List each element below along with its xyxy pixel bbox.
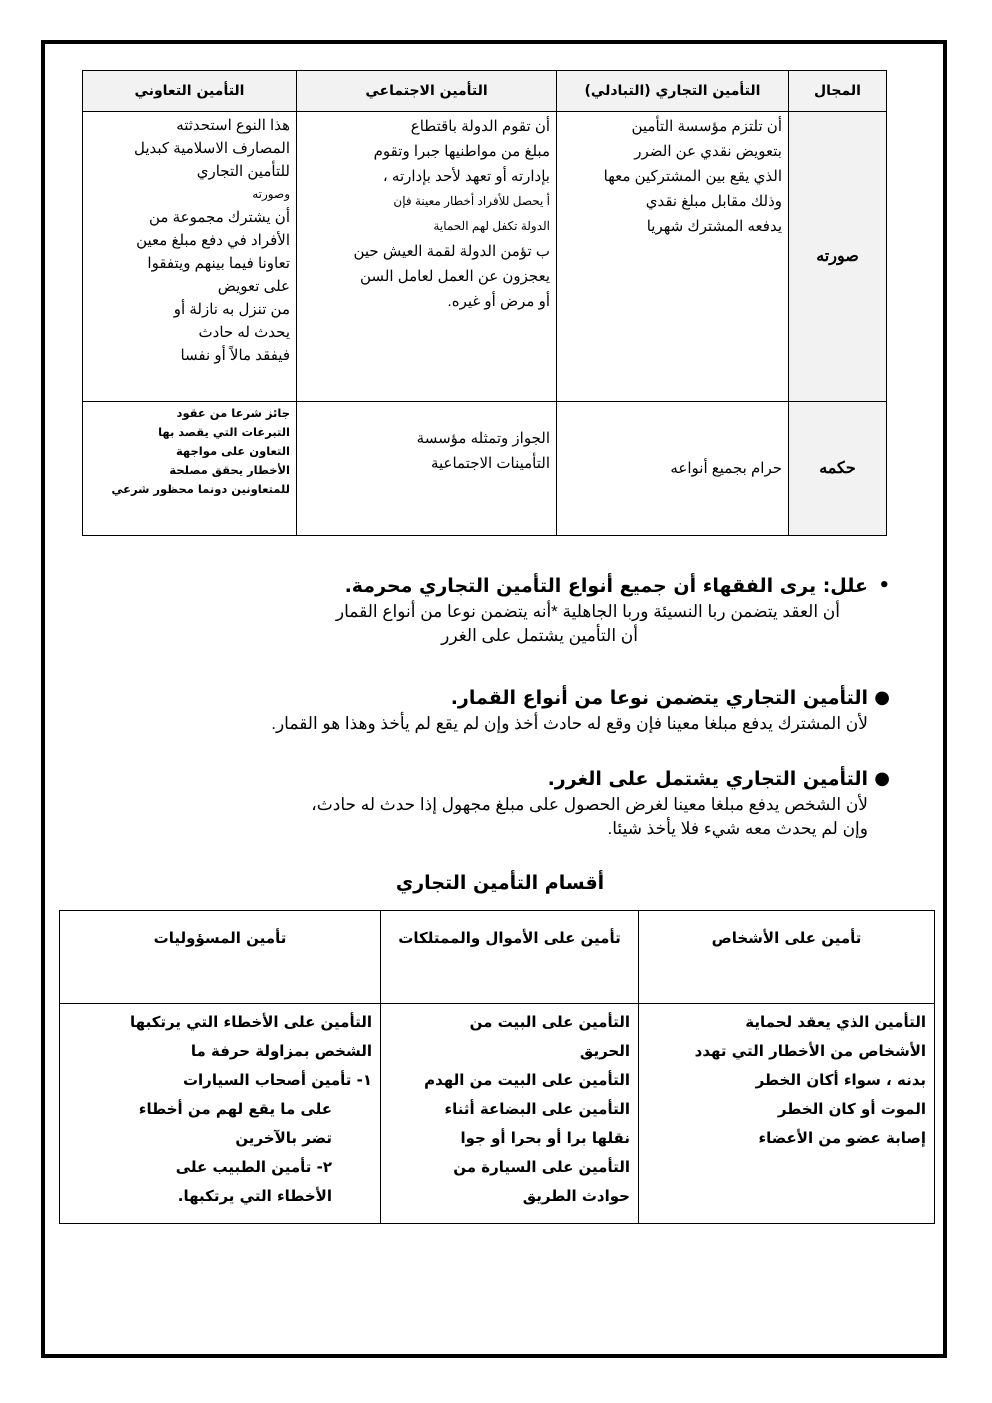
text-line: التأمينات الاجتماعية [430,455,550,472]
text-line: التأمين على الأخطاء التي يرتكبها [130,1013,372,1031]
text-line: يعجزون عن العمل لعامل السن [360,268,550,285]
text-line: المصارف الاسلامية كبديل [133,140,290,157]
ruling-social-cell [297,402,557,536]
bullet-icon: ● [874,687,890,708]
form-cooperative-cell [83,112,297,402]
section-title: أقسام التأمين التجاري [395,872,605,894]
header-cooperative: التأمين التعاوني [83,71,297,112]
text-line: الجواز وتمثله مؤسسة [416,430,550,447]
text-line: وذلك مقابل مبلغ نقدي [645,193,782,210]
text-line: الأفراد في دفع مبلغ معين [136,232,290,249]
text-line: الدولة تكفل لهم الحماية [433,219,550,233]
bullet-text: وإن لم يحدث معه شيء فلا يأخذ شيئا. [607,819,868,838]
header-commercial: التأمين التجاري (التبادلي) [557,71,789,112]
text-line: الذي يقع بين المشتركين معها [603,168,782,185]
table-row-ruling [83,402,887,536]
text-line: مبلغ من مواطنيها جبرا وتقوم [373,143,550,160]
text-line: نقلها برا أو بحرا أو جوا [460,1129,630,1147]
text-line: فيفقد مالاً أو نفسا [180,347,290,364]
text-line: التبرعات التي يقصد بها [158,425,290,439]
text-line: من تنزل به نازلة أو [173,301,290,318]
text-line: أن تلتزم مؤسسة التأمين [631,118,782,135]
text-line: يدفعه المشترك شهريا [646,218,782,235]
text-line: الأخطار يحقق مصلحة [169,463,290,477]
bullet-title: التأمين التجاري يتضمن نوعا من أنواع القمار. [450,687,868,709]
text-line: للمتعاونين دونما محظور شرعي [111,482,290,496]
text-line: وصورته [252,187,290,201]
text-line: إصابة عضو من الأعضاء [758,1129,926,1147]
bullet-title: التأمين التجاري يشتمل على الغرر. [547,768,868,790]
bullet-gambling [90,684,890,736]
form-social-cell [297,112,557,402]
ruling-commercial-cell: حرام بجميع أنواعه [557,402,789,536]
text-line: التعاون على مواجهة [175,444,290,458]
text-line: على ما يقع لهم من أخطاء [138,1100,332,1118]
text-line: بدنه ، سواء أكان الخطر [755,1071,926,1089]
header-property: تأمين على الأموال والممتلكات [381,911,639,1004]
bullet-text: لأن المشترك يدفع مبلغا معينا فإن وقع له حادث أخذ وإن لم يقع لم يأخذ وهذا هو القمار. [271,714,868,733]
text-line: الأشخاص من الأخطار التي تهدد [694,1042,926,1060]
header-field: المجال [789,71,887,112]
text-line: حوادث الطريق [522,1187,630,1205]
text-line: على تعويض [217,278,290,295]
text-line: الأخطاء التي يرتكبها. [177,1187,332,1205]
text-line: أن يشترك مجموعة من [149,209,290,226]
text-line: جائز شرعا من عقود [176,406,290,420]
text-line: بتعويض نقدي عن الضرر [634,143,782,160]
text-line: ب تؤمن الدولة لقمة العيش حين [353,243,550,260]
text-line: أ يحصل للأفراد أخطار معينة فإن [393,194,550,208]
text-line: الموت أو كان الخطر [777,1100,926,1118]
row-label-form: صورته [789,112,887,402]
text-line: أن تقوم الدولة باقتطاع [410,118,550,135]
text-line: ٢- تأمين الطبيب على [175,1158,332,1176]
bullet-text: أن العقد يتضمن ربا النسيئة وربا الجاهلية *أنه يتضمن نوعا من أنواع القمار [335,602,840,621]
text-line: التأمين الذي يعقد لحماية [745,1013,926,1031]
header-persons: تأمين على الأشخاص [639,911,935,1004]
bullet-icon: ● [874,768,890,789]
table-header-row [60,911,935,1004]
header-social: التأمين الاجتماعي [297,71,557,112]
bullet-text: لأن الشخص يدفع مبلغا معينا لغرض الحصول على مبلغ مجهول إذا حدث له حادث، [311,795,868,814]
bullet-title: علل: يرى الفقهاء أن جميع أنواع التأمين التجاري محرمة. [344,575,868,597]
commercial-insurance-divisions-table [59,910,935,1224]
ruling-cooperative-cell [83,402,297,536]
row-label-ruling: حكمه [789,402,887,536]
table-row [60,1004,935,1224]
text-line: التأمين على البيت من [469,1013,630,1031]
persons-cell [639,1004,935,1224]
text-line: التأمين على البيت من الهدم [424,1071,630,1089]
liability-cell [60,1004,381,1224]
text-line: التأمين على السيارة من [453,1158,630,1176]
bullet-reasons [90,572,890,648]
insurance-types-table [82,70,887,536]
text-line: يحدث له حادث [198,324,290,341]
text-line: للتأمين التجاري [196,163,290,180]
text-line: الحريق [579,1042,630,1060]
text-line: هذا النوع استحدثته [176,117,290,134]
header-liability: تأمين المسؤوليات [60,911,381,1004]
text-line: بإدارته أو تعهد لأحد بإدارته ، [382,168,550,185]
text-line: الشخص بمزاولة حرفة ما [190,1042,372,1060]
text-line: تعاونا فيما بينهم ويتفقوا [147,255,290,272]
text-line: تضر بالآخرين [235,1129,332,1147]
form-commercial-cell [557,112,789,402]
bullet-uncertainty [90,765,890,841]
text-line: أو مرض أو غيره. [447,293,550,310]
text-line: ١- تأمين أصحاب السيارات [182,1071,372,1089]
bullet-text: أن التأمين يشتمل على الغرر [441,626,638,645]
bullet-icon: • [878,575,890,596]
property-cell [381,1004,639,1224]
text-line: التأمين على البضاعة أثناء [444,1100,630,1118]
table-row-form [83,112,887,402]
table-header-row [83,71,887,112]
